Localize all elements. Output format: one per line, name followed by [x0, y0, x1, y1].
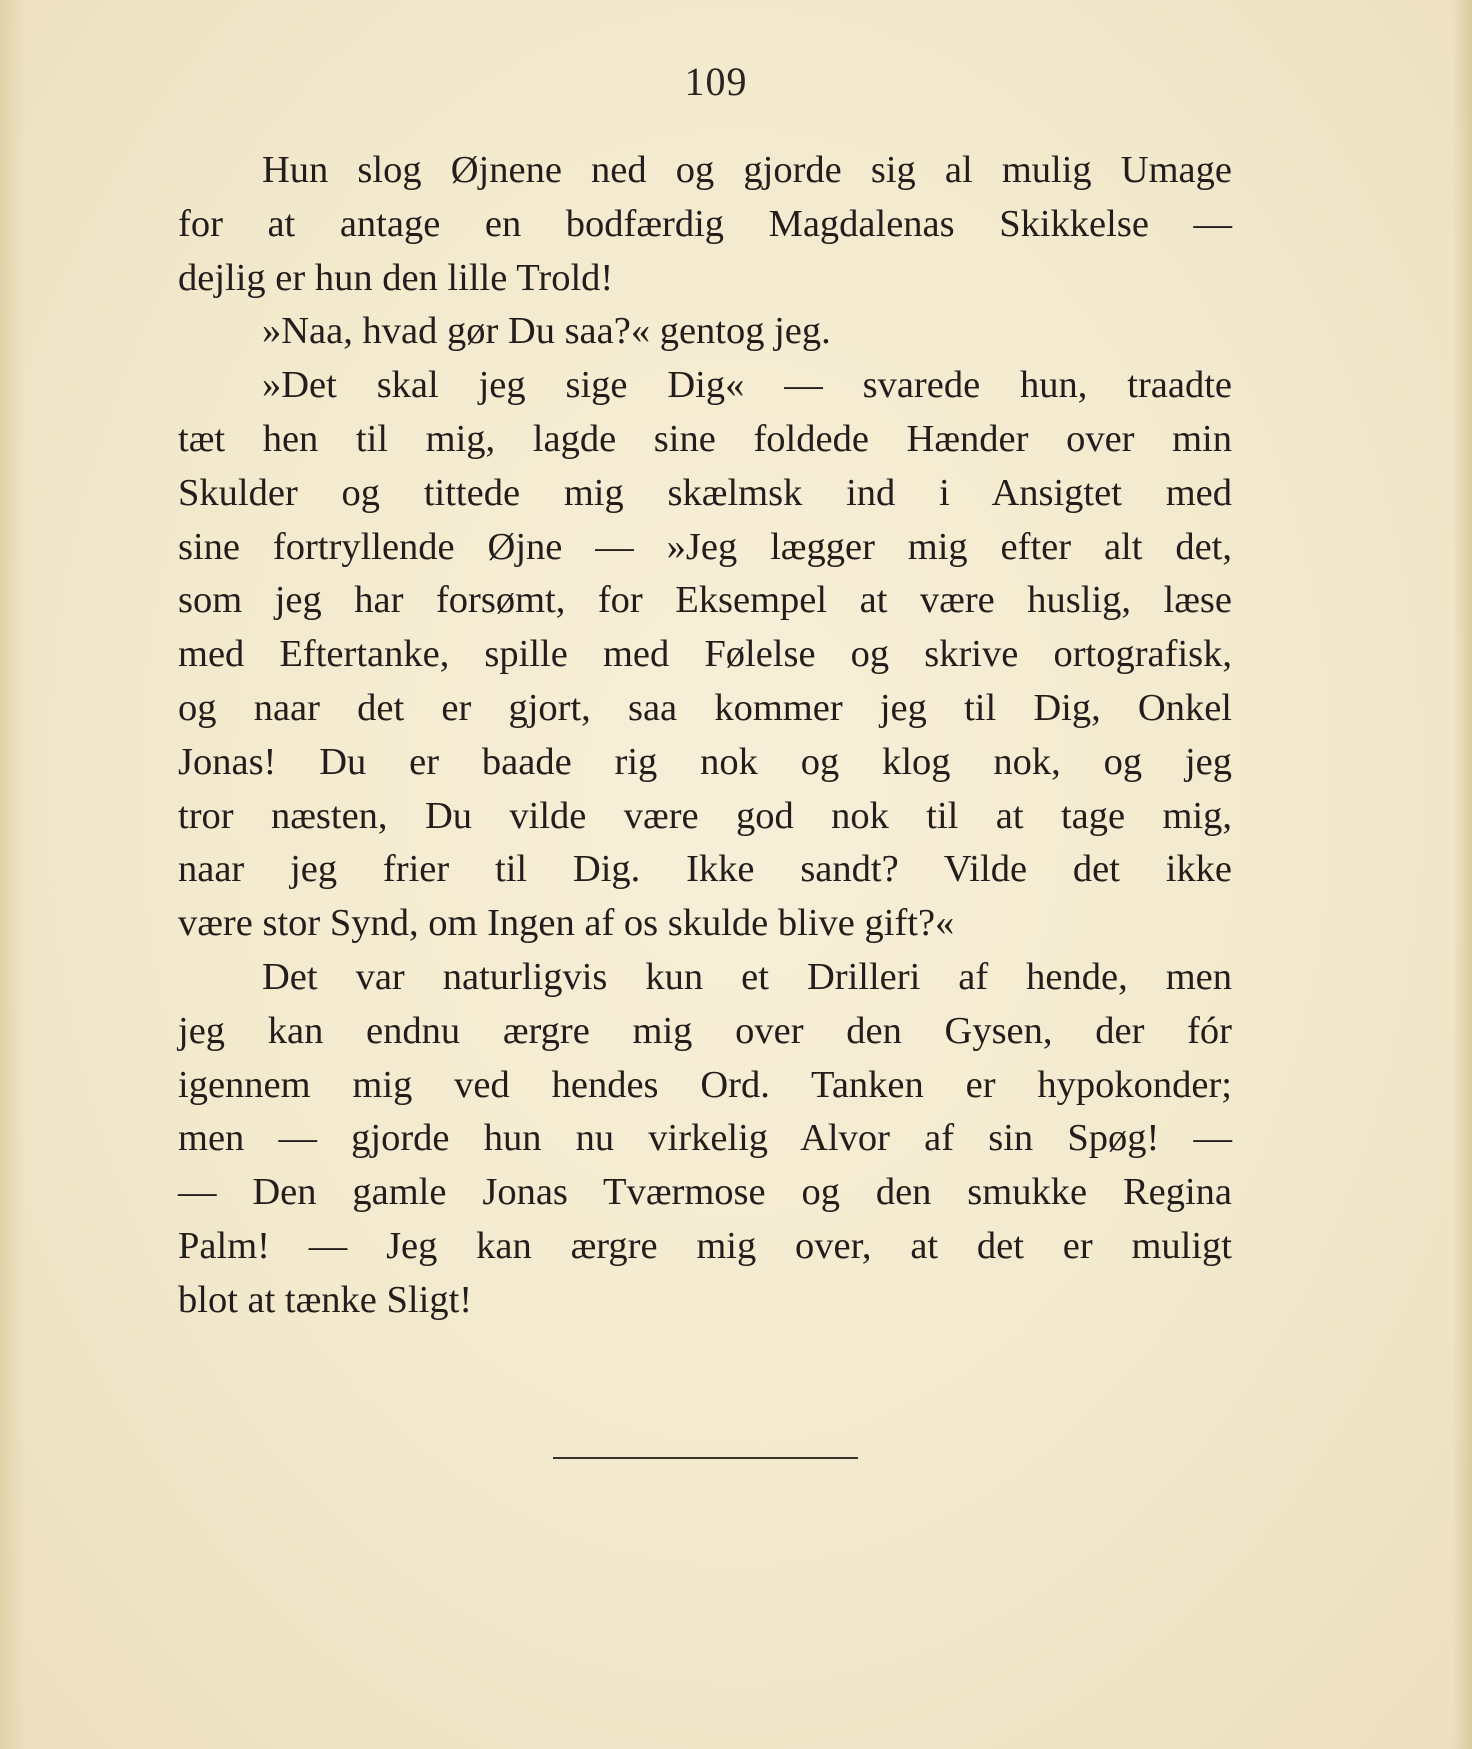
text-line: Jonas! Du er baade rig nok og klog nok, og jeg	[178, 740, 1232, 783]
text-line: igennem mig ved hendes Ord. Tanken er hypokonder;	[178, 1063, 1232, 1106]
body-text	[178, 144, 1232, 1328]
text-line: naar jeg frier til Dig. Ikke sandt? Vilde det ikke	[178, 848, 1232, 891]
text-line: som jeg har forsømt, for Eksempel at være huslig, læse	[178, 579, 1232, 622]
paragraph-1	[178, 144, 1232, 305]
text-line: »Naa, hvad gør Du saa?« gentog jeg.	[262, 310, 831, 353]
text-line: — Den gamle Jonas Tværmose og den smukke Regina	[178, 1171, 1232, 1214]
paragraph-2	[178, 305, 1232, 359]
text-line: jeg kan endnu ærgre mig over den Gysen, der fór	[178, 1009, 1232, 1052]
text-line: Hun slog Øjnene ned og gjorde sig al mulig Umage	[262, 149, 1232, 191]
page-edge-left	[0, 0, 26, 1749]
page-number: 109	[684, 59, 748, 104]
text-line: Det var naturligvis kun et Drilleri af hende, men	[262, 955, 1232, 998]
text-line: blot at tænke Sligt!	[178, 1278, 473, 1321]
paragraph-3	[178, 359, 1232, 951]
text-line: men — gjorde hun nu virkelig Alvor af sin Spøg! —	[178, 1117, 1232, 1160]
text-line: være stor Synd, om Ingen af os skulde blive gift?«	[178, 902, 955, 945]
page-edge-right	[1452, 0, 1472, 1749]
section-end-rule	[553, 1457, 858, 1459]
text-line: og naar det er gjort, saa kommer jeg til Dig, Onkel	[178, 686, 1232, 729]
text-line: Skulder og tittede mig skælmsk ind i Ansigtet med	[178, 471, 1232, 514]
text-line: »Det skal jeg sige Dig« — svarede hun, traadte	[262, 364, 1232, 407]
text-line: tæt hen til mig, lagde sine foldede Hænder over min	[178, 417, 1232, 460]
text-line: tror næsten, Du vilde være god nok til at tage mig,	[178, 794, 1232, 837]
text-line: dejlig er hun den lille Trold!	[178, 256, 614, 299]
paragraph-4	[178, 951, 1232, 1328]
text-line: for at antage en bodfærdig Magdalenas Skikkelse —	[178, 202, 1232, 245]
text-line: med Eftertanke, spille med Følelse og skrive ortografisk,	[178, 633, 1232, 676]
text-line: Palm! — Jeg kan ærgre mig over, at det er muligt	[178, 1224, 1232, 1267]
text-line: sine fortryllende Øjne — »Jeg lægger mig efter alt det,	[178, 525, 1232, 568]
